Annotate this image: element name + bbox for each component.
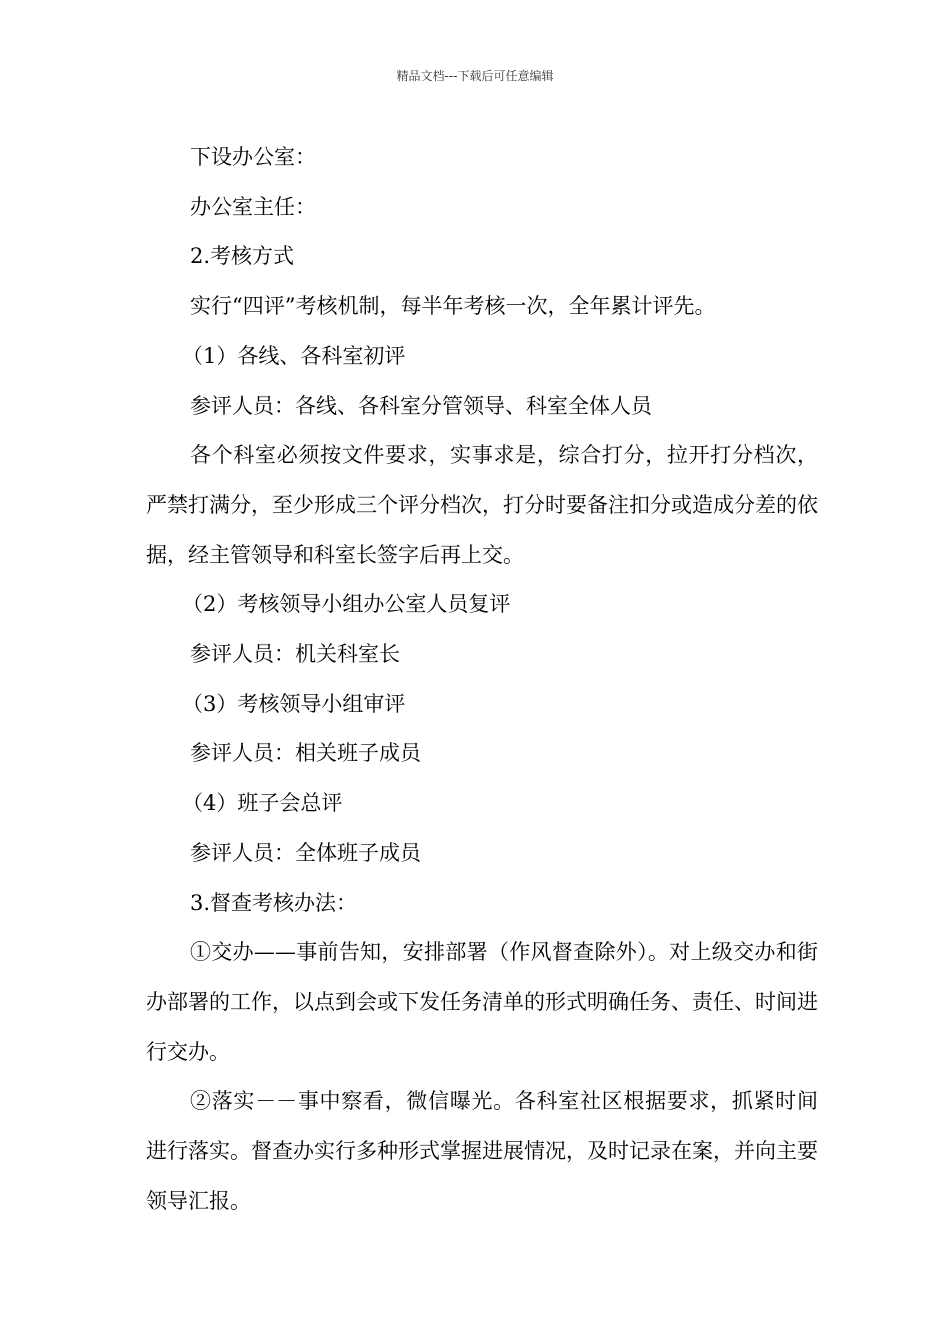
paragraph: ①交办——事前告知，安排部署（作风督查除外）。对上级交办和街办部署的工作，以点到会或下发任务清单的形式明确任务、责任、时间进行交办。 [146,940,818,1064]
page-header: 精品文档---下载后可任意编辑 [396,69,554,83]
paragraph: ②落实－－事中察看，微信曝光。各科室社区根据要求，抓紧时间进行落实。督查办实行多种形式掌握进展情况，及时记录在案，并向主要领导汇报。 [146,1089,818,1213]
text-line: 参评人员：相关班子成员 [190,741,421,766]
text-line: 实行“四评”考核机制，每半年考核一次，全年累计评先。 [190,294,716,319]
paragraph: 各个科室必须按文件要求，实事求是，综合打分，拉开打分档次，严禁打满分，至少形成三个评分档次，打分时要备注扣分或造成分差的依据，经主管领导和科室长签字后再上交。 [146,443,818,567]
text-line: 参评人员：全体班子成员 [190,840,421,865]
subsection-heading: （4）班子会总评 [182,791,343,816]
document-body [146,133,818,1226]
text-line: 参评人员：各线、各科室分管领导、科室全体人员 [190,393,652,418]
section-heading: 3.督查考核办法： [190,890,358,915]
subsection-heading: （3）考核领导小组审评 [182,691,406,716]
text-line: 参评人员：机关科室长 [190,642,400,667]
subsection-heading: （1）各线、各科室初评 [182,343,406,368]
text-line: 下设办公室： [190,145,316,169]
section-heading: 2.考核方式 [190,244,295,269]
text-line: 办公室主任： [190,194,316,219]
subsection-heading: （2）考核领导小组办公室人员复评 [182,592,511,617]
